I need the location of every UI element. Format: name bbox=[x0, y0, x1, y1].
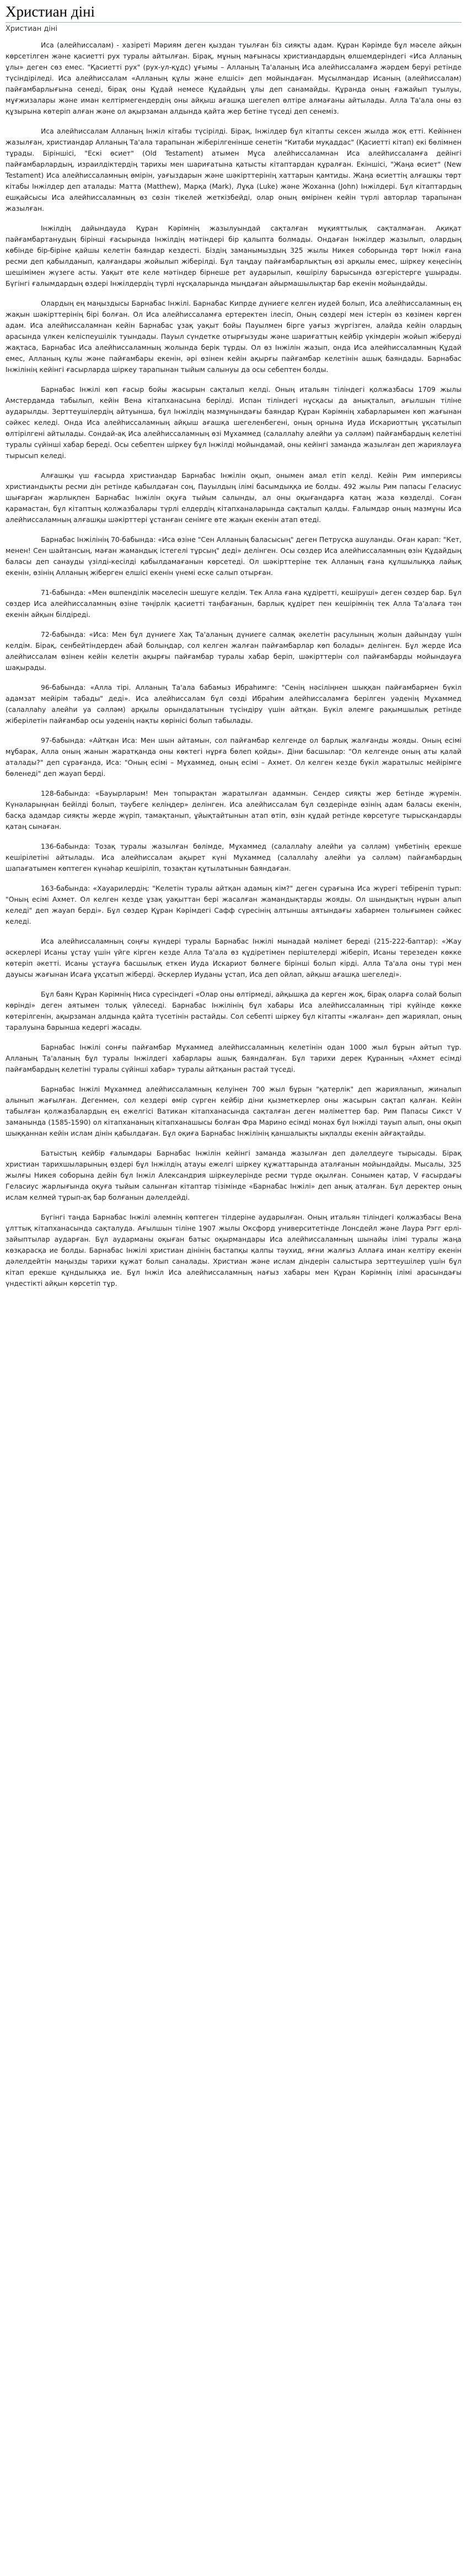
article-paragraph: Батыстың кейбір ғалымдары Барнабас Інжілін кейінгі заманда жазылған деп дәлелдеуге тырысады. Бірақ христиан тарихшыларының өздері бұл Інжілдің атауы ежелгі шіркеу құжаттарында аталғанын мойындайды. Мысалы, 325 жылғы Никея соборына дейін бұл Інжіл Александрия шіркеулерінде ресми түрде оқылған. Сонымен қатар, V ғасырдағы Геласиус жарлығында оқуға тыйым салынған кітаптар тізімінде «Барнабас Інжілі» деп анық аталған. Бұл деректер оның ислам келмей тұрып-ақ бар болғанын дәлелдейді. bbox=[6, 1149, 461, 1201]
page-subtitle: Христиан діні bbox=[6, 25, 58, 33]
article-body bbox=[6, 40, 461, 1289]
article-paragraph: Иса (алейһиссалам) - хазіреті Мәриям деген қыздан туылған біз сияқты адам. Құран Кәрімде бұл мәселе айқын көрсетілген және қасиетті рух туралы айтылған. Бірақ, мұның мағынасы христиандардың өлшемдеріндегі «Иса Алланың ұлы» деген сөз емес. "Қасиетті рух" (рух-ул-құдс) ұғымы – Алланың Та'аланың Иса алейһиссаламға жәрдем беруі ретінде түсіндіріледі. Иса алейһиссалам «Алланың құлы және елшісі» деп мойындаған. Мұсылмандар Исаның (алейһиссалам) пайғамбарлығына сенеді, бірақ оны Құдай немесе Құдайдың ұлы деп санамайды. Құранда оның ғажайып туылуы, мұғжизалары және иман келтірмегендердің оны айқыш ағашқа шегелеп өлтіре алмағаны айтылады. Алла Та'ала оны өз құзырына көтеріп алған және ол ақырзаман алдында қайта жер бетіне түседі деп сенеміз. bbox=[6, 41, 461, 115]
article-paragraph: 163-бабында: «Хауарилердің: "Келетін туралы айтқан адамың кім?" деген сұрағына Иса жүрегі тебіреніп тұрып: "Оның есімі Ахмет. Ол келген кезде ұзақ уақыттан бері жасалған жамандықтарды жояды. Ол шындықтың нұрын алып келеді" деп жауап берді». Бұл сөздер Құран Кәрімдегі Сафф сүресінің алтыншы аятындағы хабармен толығымен сәйкес келеді. bbox=[6, 884, 461, 925]
article-paragraph: Бұл баян Құран Кәрімнің Ниса сүресіндегі «Олар оны өлтірмеді, айқышқа да керген жоқ, бірақ оларға солай болып көрінді» деген аятымен толық үйлеседі. Барнабас Інжілінің бұл хабары Иса алейһиссаламның тірі күйінде көкке көтерілгенін, ақырзаман алдында қайта түсетінін растайды. Сол себепті шіркеу бұл кітапты «жалған» деп жариялап, оның таралуына барынша кедергі жасады. bbox=[6, 990, 461, 1031]
article-paragraph: Иса алейһиссалам Алланың Інжіл кітабы түсірілді. Бірақ, Інжілдер бұл кітапты сексен жылда жоқ етті. Кейіннен жазылған, христиандар Алланың Та'ала тарапынан жіберілгенінше сенетін "Китаби муқаддас" (Қасиетті кітап) екі бөлімнен тұрады. Біріншісі, "Ескі өсиет" (Old Testament) атымен Мұса алейһиссаламнан Иса алейһиссаламға дейінгі пайғамбарлардың, израилдіктердің тарихы мен шариғатына қатысты кітаптардан құралған. Екіншісі, "Жаңа өсиет" (New Testament) Иса алейһиссаламның өмірін, уағыздарын және шәкірттерінің хаттарын қамтиды. Жаңа өсиеттің алғашқы төрт кітабы Інжілдер деп аталады: Матта (Matthew), Марқа (Mark), Лұқа (Luke) және Жоханна (John) Інжілдері. Бұл кітаптардың ешқайсысы Иса алейһиссаламның өз сөзін тікелей жеткізбейді, олар оның өмірінен кейін түрлі авторлар тарапынан жазылған. bbox=[6, 127, 461, 212]
article-paragraph: Олардың ең маңыздысы Барнабас Інжілі. Барнабас Кипрде дүниеге келген иудей болып, Иса алейһиссаламның ең жақын шәкірттерінің бірі болған. Ол Иса алейһиссаламға ертеректен ілесіп, Оның сөздері мен істерін өз көзімен көрген адам. Иса алейһиссаламнан кейін Барнабас ұзақ уақыт бойы Пауылмен бірге уағыз жүргізген, алайда кейін олардың арасында үлкен келіспеушілік туындады. Пауыл сүндетке отырғызуды және шариғаттың кейбір үкімдерін жойып жіберуді жақтаса, Барнабас Иса алейһиссаламның жолында берік тұрды. Ол өз Інжілін жазып, онда Иса алейһиссаламның Құдай емес, Алланың құлы және пайғамбары екенін, әрі өзінен кейін ақырғы пайғамбар келетінін ашық баяндады. Барнабас Інжілінің кейінгі ғасырларда шіркеу тарапынан тыйым салынуы да осы себептен болды. bbox=[6, 299, 461, 374]
article-paragraph: 96-бабында: «Алла тірі. Алланың Та'ала бабамыз Ибраһимге: "Сенің нәсіліңнен шыққан пайғамбармен бүкіл адамзат мейірім табады" деді». Иса алейһиссалам бұл сөзді Ибраһим алейһиссаламға берілген уәденің Мұхаммед (салаллаһу алейһи уа сәлләм) арқылы орындалатынын түсіндіру үшін айтқан. Бүкіл әлемге рақымшылық ретінде жіберілетін пайғамбар осы уәденің нақты көрінісі болып табылады. bbox=[6, 683, 461, 725]
article-paragraph: Барнабас Інжілі сонғы пайғамбар Мұхаммед алейһиссаламның келетінін одан 1000 жыл бұрын айтып тұр. Алланың Та'аланың бұл туралы Інжілдегі хабарлары ашық баяндалған. Бұл тарихи дерек Құранның «Ахмет есімді пайғамбардың келетіні туралы сүйінші хабар» туралы айтқанын растай түседі. bbox=[6, 1043, 461, 1073]
article-paragraph: Барнабас Інжілі Мұхаммед алейһиссаламның келуінен 700 жыл бұрын "қатерлік" деп жарияланып, жиналып алынып жағылған. Дегенмен, сол кездері өмір сүрген кейбір діни қызметкерлер оны жасырын сақтап қалған. Кейін табылған қолжазбалардың ең ежелгісі Ватикан кітапханасында сақталған деген мәліметтер бар. Рим Папасы Сикст V заманында (1585-1590) ол кітапхананың кітапханашысы болған Фра Марино есімді монах бұл Інжілді тауып алып, оны оқып шыққаннан кейін ислам дінін қабылдаған. Бұл оқиға Барнабас Інжілінің қаншалықты ықпалды екенін айғақтайды. bbox=[6, 1085, 461, 1137]
article-paragraph: Иса алейһиссаламның соңғы күндері туралы Барнабас Інжілі мынадай мәлімет береді (215-222-баптар): «Жау әскерлері Исаны ұстау үшін үйге кірген кезде Алла Та'ала өз құдіретімен періштелерді жіберіп, Исаны терезеден көкке көтеріп әкетті. Исаны ұстауға басшылық еткен Иуда Искариот бөлмеге бірінші болып кірді. Алла Та'ала оны түрі мен дауысы жағынан Исаға ұқсатып жіберді. Әскерлер Иуданы ұстап, Иса деп ойлап, айқыш ағашқа шегеледі». bbox=[6, 937, 461, 978]
article-paragraph: Інжілдің дайындауда Құран Кәрімнің жазылуындай сақталған мұқияттылық сақталмаған. Ақиқат пайғамбартанудың бірінші ғасырында Інжілдің мәтіндері бір қалыпта болмады. Ондаған Інжілдер жазылып, олардың көбінде бір-біріне қайшы келетін баяндар кездесті. Біздің заманымыздың 325 жылы Никея соборында төрт Інжіл ғана ресми деп қабылданып, қалғандары жойылып жіберілді. Бұл таңдау пайғамбарлықтың өзі арқылы емес, шіркеу кеңесінің шешімімен жүзеге асты. Уақыт өте келе мәтіндер бірнеше рет аударылып, көшірілу барысында өзгерістерге ұшырады. Бүгінгі ғалымдардың өздері Інжілдердің түрлі нұсқаларында мыңдаған айырмашылықтар бар екенін мойындайды. bbox=[6, 224, 461, 288]
article-paragraph: 71-бабында: «Мен өшпенділік мәселесін шешуге келдім. Тек Алла ғана құдіретті, кешіруші» деген сөздер бар. Бұл сөздер Иса алейһиссаламның өзіне тәңірлік қасиетті таңбағанын, барлық құдірет пен кешірімнің тек Алла Та'алаға тән екенін айқын білдіреді. bbox=[6, 588, 461, 619]
article-paragraph: Барнабас Інжілі көп ғасыр бойы жасырын сақталып келді. Оның итальян тіліндегі қолжазбасы 1709 жылы Амстердамда табылып, кейін Вена кітапханасына берілді. Испан тіліндегі нұсқасы да анықталып, ағылшын тіліне аударылды. Зерттеушілердің айтуынша, бұл Інжілдің мазмұнындағы баяндар Құран Кәрімнің хабарларымен көп жағынан сәйкес келеді. Онда Иса алейһиссаламның айқыш ағашқа шегеленбегені, оның орнына Иуда Искариоттың ұқсатылып өлтірілгені айтылады. Сондай-ақ Иса алейһиссаламның өзі Мұхаммед (салаллаһу алейһи уа сәлләм) пайғамбардың келетіні туралы сүйінші хабар береді. Осы себептен шіркеу бұл Інжілді мойындамай, оны кейінгі заманда жазылған деп жариялауға тырысып келеді. bbox=[6, 385, 461, 460]
article-paragraph: 136-бабында: Тозақ туралы жазылған бөлімде, Мұхаммед (салаллаһу алейһи уа сәлләм) үмбетінің ерекше кешірілетіні айтылады. Иса алейһиссалам ақырет күні Мұхаммед (салаллаһу алейһи уа сәлләм) пайғамбардың шапағатымен көптеген күнәһар кешіріліп, тозақтан құтылатынын баяндаған. bbox=[6, 842, 461, 872]
article-paragraph: Алғашқы үш ғасырда христиандар Барнабас Інжілін оқып, онымен амал етіп келді. Кейін Рим империясы христиандықты ресми дін ретінде қабылдаған соң, Пауылдың ілімі басымдыққа ие болды. 492 жылы Рим папасы Геласиус шығарған жарлықпен Барнабас Інжілін оқуға тыйым салынды, ал оны оқығандарға қатаң жаза көзделді. Соған қарамастан, бұл кітаптың қолжазбалары түрлі елдердің кітапханаларында сақталып қалды. Ғалымдар оның мазмұны Иса алейһиссаламның алғашқы шәкірттері ұстанған сенімге өте жақын екенін атап өтеді. bbox=[6, 471, 461, 524]
article-paragraph: Барнабас Інжілінің 70-бабында: «Иса өзіне "Сен Алланың баласысың" деген Петрусқа ашуланды. Оған қарап: "Кет, менен! Сен шайтансың, маған жамандық істегелі тұрсың" деді» делінген. Осы сөздер Иса алейһиссаламның өзін Құдайдың баласы деп санауды үзілді-кесілді қабылдамағанын көрсетеді. Ол шәкірттеріне тек Алланың ғана құлшылыққа лайық екенін, өзінің Алланың жіберген елшісі екенін үнемі еске салып отырған. bbox=[6, 535, 461, 577]
article-paragraph: 72-бабында: «Иса: Мен бұл дүниеге Хақ Та'аланың дүниеге салмақ әкелетін расулының жолын дайындау үшін келдім. Бірақ, сенбейтіндерден абай болыңдар, сол келген жалған пайғамбарлар көп болады» делінген. Бұл жерде Иса алейһиссалам өзінен кейін келетін ақырғы пайғамбар туралы хабар беріп, шәкірттерін сол пайғамбарды мойындауға шақырады. bbox=[6, 630, 461, 672]
article-paragraph: Бүгінгі таңда Барнабас Інжілі әлемнің көптеген тілдеріне аударылған. Оның итальян тіліндегі қолжазбасы Вена ұлттық кітапханасында сақталуда. Ағылшын тіліне 1907 жылы Оксфорд университетінде Лонсдейл және Лаура Рэгг ерлі-зайыптылар аударған. Бұл аударманы оқыған батыс оқырмандары Иса алейһиссаламның шынайы ілімі туралы жаңа көзқарасқа ие болды. Барнабас Інжілі христиан дінінің бастапқы қалпы тәухид, яғни жалғыз Аллаға иман келтіру екенін дәлелдейтін маңызды тарихи құжат болып саналады. Христиан және ислам діндерін салыстыра зерттеушілер үшін бұл кітап ерекше құндылыққа ие. Бұл Інжіл Иса алейһиссаламның нағыз хабары мен Құран Кәрімнің ілімі арасындағы үндестікті айқын көрсетіп тұр. bbox=[6, 1213, 461, 1287]
article-paragraph: 128-бабында: «Бауырларым! Мен топырақтан жаратылған адаммын. Сендер сияқты жер бетінде жүремін. Күнәларыңнан бейілді болып, тәубеге келіңдер» делінген. Иса алейһиссалам бұл сөздерінде өзінің адам баласы екенін, басқа адамдар сияқты жерде жүріп, тамақтанып, ұйықтайтынын атап өтіп, өзін құдай ретінде көрсетуге тырысқандарды қатаң сынаған. bbox=[6, 789, 461, 831]
article-paragraph: 97-бабында: «Айтқан Иса: Мен шын айтамын, сол пайғамбар келгенде ол барлық жалғанды жояды. Оның есімі мұбарак, Алла оның жанын жаратқанда оны көктегі нұрға бөлеп қойды». Діни басшылар: "Ол келгенде оның аты қалай аталады?" деп сұрағанда, Иса: "Оның есімі – Мұхаммед, оның есімі – Ахмет. Ол келген кезде бүкіл жаратылыс мейірімге бөленеді" деп жауап берді. bbox=[6, 736, 461, 778]
page-title: Христиан діні bbox=[6, 3, 461, 23]
